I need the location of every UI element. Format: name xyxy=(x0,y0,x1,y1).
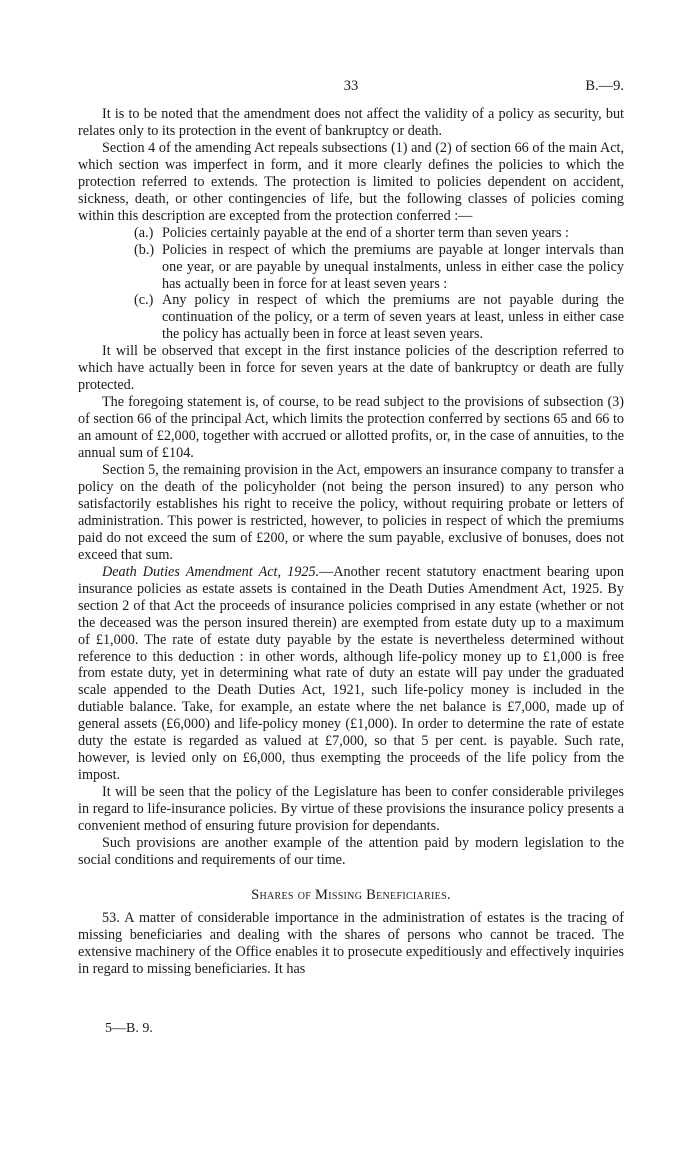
document-reference: B.—9. xyxy=(585,78,624,94)
page-header xyxy=(78,78,624,98)
body-text xyxy=(78,106,624,978)
list-item-marker: (a.) xyxy=(134,224,154,241)
death-duties-act-title: Death Duties Amendment Act, 1925. xyxy=(102,563,320,580)
list-item xyxy=(134,241,624,293)
list-item-marker: (b.) xyxy=(134,241,155,258)
list-item xyxy=(134,224,624,242)
paragraph-legislature-policy: It will be seen that the policy of the Legislature has been to confer considerable privileges in regard to life-insurance policies. By virtue of these provisions the insurance policy presents a convenient method of ensuring future provision for dependants. xyxy=(78,784,624,835)
list-item xyxy=(134,292,624,343)
paragraph-section-5: Section 5, the remaining provision in the Act, empowers an insurance company to transfer a policy on the death of the policyholder (not being the person insured) to any person who satisfactorily establishes his right to receive the policy, without requiring probate or letters of administration. This power is restricted, however, to policies in respect of which the premiums paid do not exceed the sum of £200, or where the sum payable, exclusive of bonuses, does not exceed that sum. xyxy=(78,462,624,563)
paragraph-policy-validity: It is to be noted that the amendment does not affect the validity of a policy as security, but relates only to its protection in the event of bankruptcy or death. xyxy=(78,106,624,139)
paragraph-section-4: Section 4 of the amending Act repeals subsections (1) and (2) of section 66 of the main Act, which section was imperfect in form, and it more clearly defines the policies to which the protection referred to extends. The protection is limited to policies dependent on accident, sickness, death, or other contingencies of life, but the following classes of policies coming within this description are excepted from the protection conferred :— xyxy=(78,139,624,224)
death-duties-text: —Another recent statutory enactment bearing upon insurance policies as estate assets is contained in the Death Duties Amendment Act, 1925. By section 2 of that Act the proceeds of insurance policies comprised in any estate (whether or not the deceased was the person insured therein) are exempted from estate duty up to a maximum of £1,000. The rate of estate duty payable by the estate is nevertheless determined without reference to this deduction : in other words, although life-policy money up to £1,000 is free from estate duty, yet in determining what rate of duty an estate will pay under the graduated scale appended to the Death Duties Act, 1921, such life-policy money is included in the dutiable balance. Take, for example, an estate where the net balance is £7,000, made up of general assets (£6,000) and life-policy money (£1,000). In order to determine the rate of estate duty the estate is regarded as valued at £7,000, so that 5 per cent. is payable. Such rate, however, is levied only on £6,000, thus exempting the proceeds of the life policy from the impost. xyxy=(78,563,624,784)
page-number: 33 xyxy=(343,78,359,94)
exception-list xyxy=(78,225,624,344)
paragraph-subsection-3: The foregoing statement is, of course, to be read subject to the provisions of subsection (3) of section 66 of the principal Act, which limits the protection conferred by sections 65 and 66 to an amount of £2,000, together with accrued or allotted profits, or, in the case of annuities, to the annual sum of £104. xyxy=(78,394,624,462)
list-item-text: Policies certainly payable at the end of a shorter term than seven years : xyxy=(162,224,569,241)
paragraph-missing-beneficiaries: 53. A matter of considerable importance in the administration of estates is the tracing of missing beneficiaries and dealing with the shares of persons who cannot be traced. The extensive machinery of the Office enables it to prosecute expeditiously and effectively inquiries in regard to missing beneficiaries. It has xyxy=(78,909,624,977)
section-heading: Shares of Missing Beneficiaries. xyxy=(251,886,451,903)
paragraph-death-duties xyxy=(78,564,624,784)
list-item-marker: (c.) xyxy=(134,292,154,309)
list-item-text: Policies in respect of which the premiums are payable at longer intervals than one year, or are payable by unequal instalments, unless in either case the policy has actually been in force for at least seven years : xyxy=(162,241,624,292)
signature-reference: 5—B. 9. xyxy=(105,1021,153,1036)
paragraph-social-conditions: Such provisions are another example of the attention paid by modern legislation to the social conditions and requirements of our time. xyxy=(78,834,624,868)
list-item-text: Any policy in respect of which the premiums are not payable during the continuation of the policy, or a term of seven years at least, unless in either case the policy has actually been in force at least seven years. xyxy=(162,292,624,343)
paragraph-observation: It will be observed that except in the first instance policies of the description referred to which have actually been in force for seven years at the date of bankruptcy or death are fully protected. xyxy=(78,343,624,394)
